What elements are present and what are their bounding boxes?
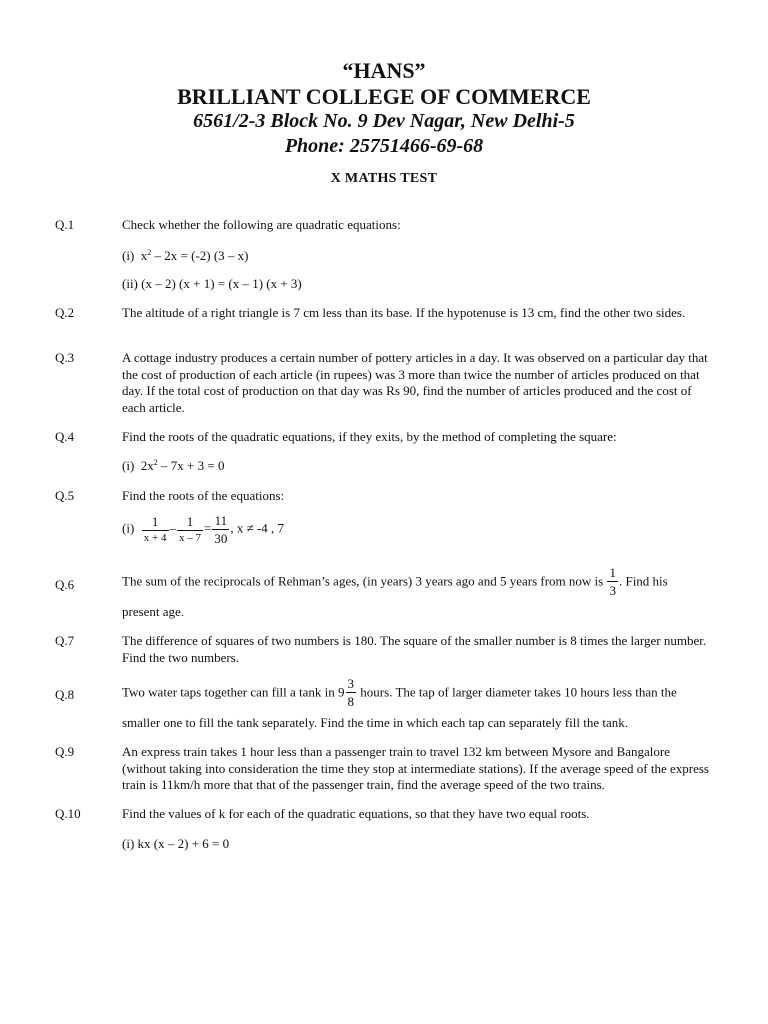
question-5-equation: (i) $\frac{1}{x + 4}$ – $\frac{1}{x - 7}$ = $\frac{11}{30}$ , x ≠ -4 , 7 [122, 513, 285, 546]
fraction-three-eighths: $\frac{3}{8}$ [347, 676, 355, 709]
question-6-continued: present age. [122, 604, 185, 619]
question-text: The difference of squares of two numbers is 180. The square of the smaller number is 8 times the larger number. Find the two numbers. [122, 633, 707, 665]
fraction-2: $\frac{1}{x - 7}$ [179, 514, 201, 544]
question-number: Q.1 [55, 217, 75, 232]
question-number: Q.2 [55, 305, 75, 320]
question-text: An express train takes 1 hour less than a passenger train to travel 132 km between Mysore and Bangalore (without taking into consideration the time they stop at intermediate stations). If the average speed of the express train is 11km/h more that that of the passenger train, find the average speed of the two trains. [122, 744, 709, 792]
question-number: Q.9 [55, 744, 75, 759]
question-text: Two water taps together can fill a tank in 9 $\frac{3}{8}$ hours. The tap of larger diameter takes 10 hours less than the [122, 676, 677, 709]
question-10-part-i: (i) kx (x – 2) + 6 = 0 [122, 836, 230, 851]
question-text: The sum of the reciprocals of Rehman’s ages, (in years) 3 years ago and 5 years from now is $\frac{1}{3}$ . Find his [122, 565, 668, 598]
question-text: Find the roots of the quadratic equations, if they exits, by the method of completing the square: [122, 429, 617, 444]
question-number: Q.4 [55, 429, 75, 444]
test-title: X MATHS TEST [330, 171, 438, 186]
fraction-1: $\frac{1}{x + 4}$ [143, 514, 167, 544]
question-text: Find the roots of the equations: [122, 488, 285, 503]
question-text: Find the values of k for each of the quadratic equations, so that they have two equal roots. [122, 806, 590, 821]
question-text: Check whether the following are quadratic equations: [122, 217, 401, 232]
question-number: Q.8 [55, 687, 75, 702]
question-1-part-ii: (ii) (x – 2) (x + 1) = (x – 1) (x + 3) [122, 276, 302, 291]
fraction-3: $\frac{11}{30}$ [214, 513, 228, 546]
question-8-continued: smaller one to fill the tank separately. Find the time in which each tap can separately fill the tank. [122, 715, 628, 730]
question-number: Q.6 [55, 577, 75, 592]
fraction-one-third: $\frac{1}{3}$ [609, 565, 616, 598]
question-number: Q.7 [55, 633, 75, 648]
question-number: Q.10 [55, 806, 81, 821]
question-1-part-i: (i) $x^2 - 2x = (-2)$ (3 – x) [122, 248, 249, 263]
question-text: A cottage industry produces a certain number of pottery articles in a day. It was observed on a particular day that the cost of production of each article (in rupees) was 3 more than twice the number of articles produced on that day. If the total cost of production on that day was Rs 90, find the number of articles produced and the cost of each article. [122, 350, 708, 415]
question-4-part-i: (i) $2x^2 - 7x + 3 = 0$ [122, 458, 225, 473]
question-text: The altitude of a right triangle is 7 cm less than its base. If the hypotenuse is 13 cm, find the other two sides. [122, 305, 686, 320]
question-number: Q.3 [55, 350, 75, 365]
institute-name: “HANS” [342, 58, 426, 83]
college-address: 6561/2-3 Block No. 9 Dev Nagar, New Delhi-5 [193, 110, 575, 132]
question-number: Q.5 [55, 488, 75, 503]
college-name: BRILLIANT COLLEGE OF COMMERCE [177, 84, 591, 109]
college-phone: Phone: 25751466-69-68 [284, 135, 484, 157]
